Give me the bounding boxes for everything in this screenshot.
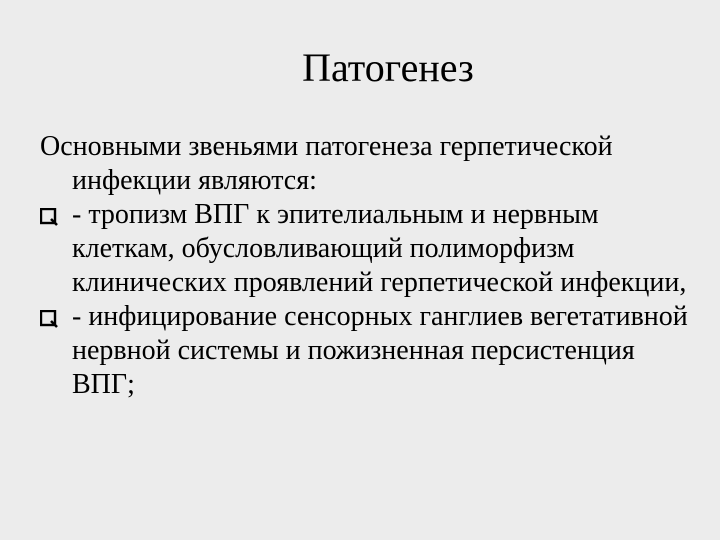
square-q-bullet-icon [40,310,58,328]
bullet-text: - инфицирование сенсорных ганглиев вегетативной нервной системы и пожизненная персистенция ВПГ; [72,301,688,400]
slide-title: Патогенез [302,45,474,90]
bullet-text: - тропизм ВПГ к эпителиальным и нервным клеткам, обусловливающий полиморфизм клинических проявлений герпетической инфекции, [72,199,687,298]
bullet-item [40,198,700,300]
slide-body [40,130,700,402]
square-q-bullet-icon [40,208,58,226]
intro-paragraph: Основными звеньями патогенеза герпетической инфекции являются: [40,131,613,196]
bullet-item [40,300,700,402]
